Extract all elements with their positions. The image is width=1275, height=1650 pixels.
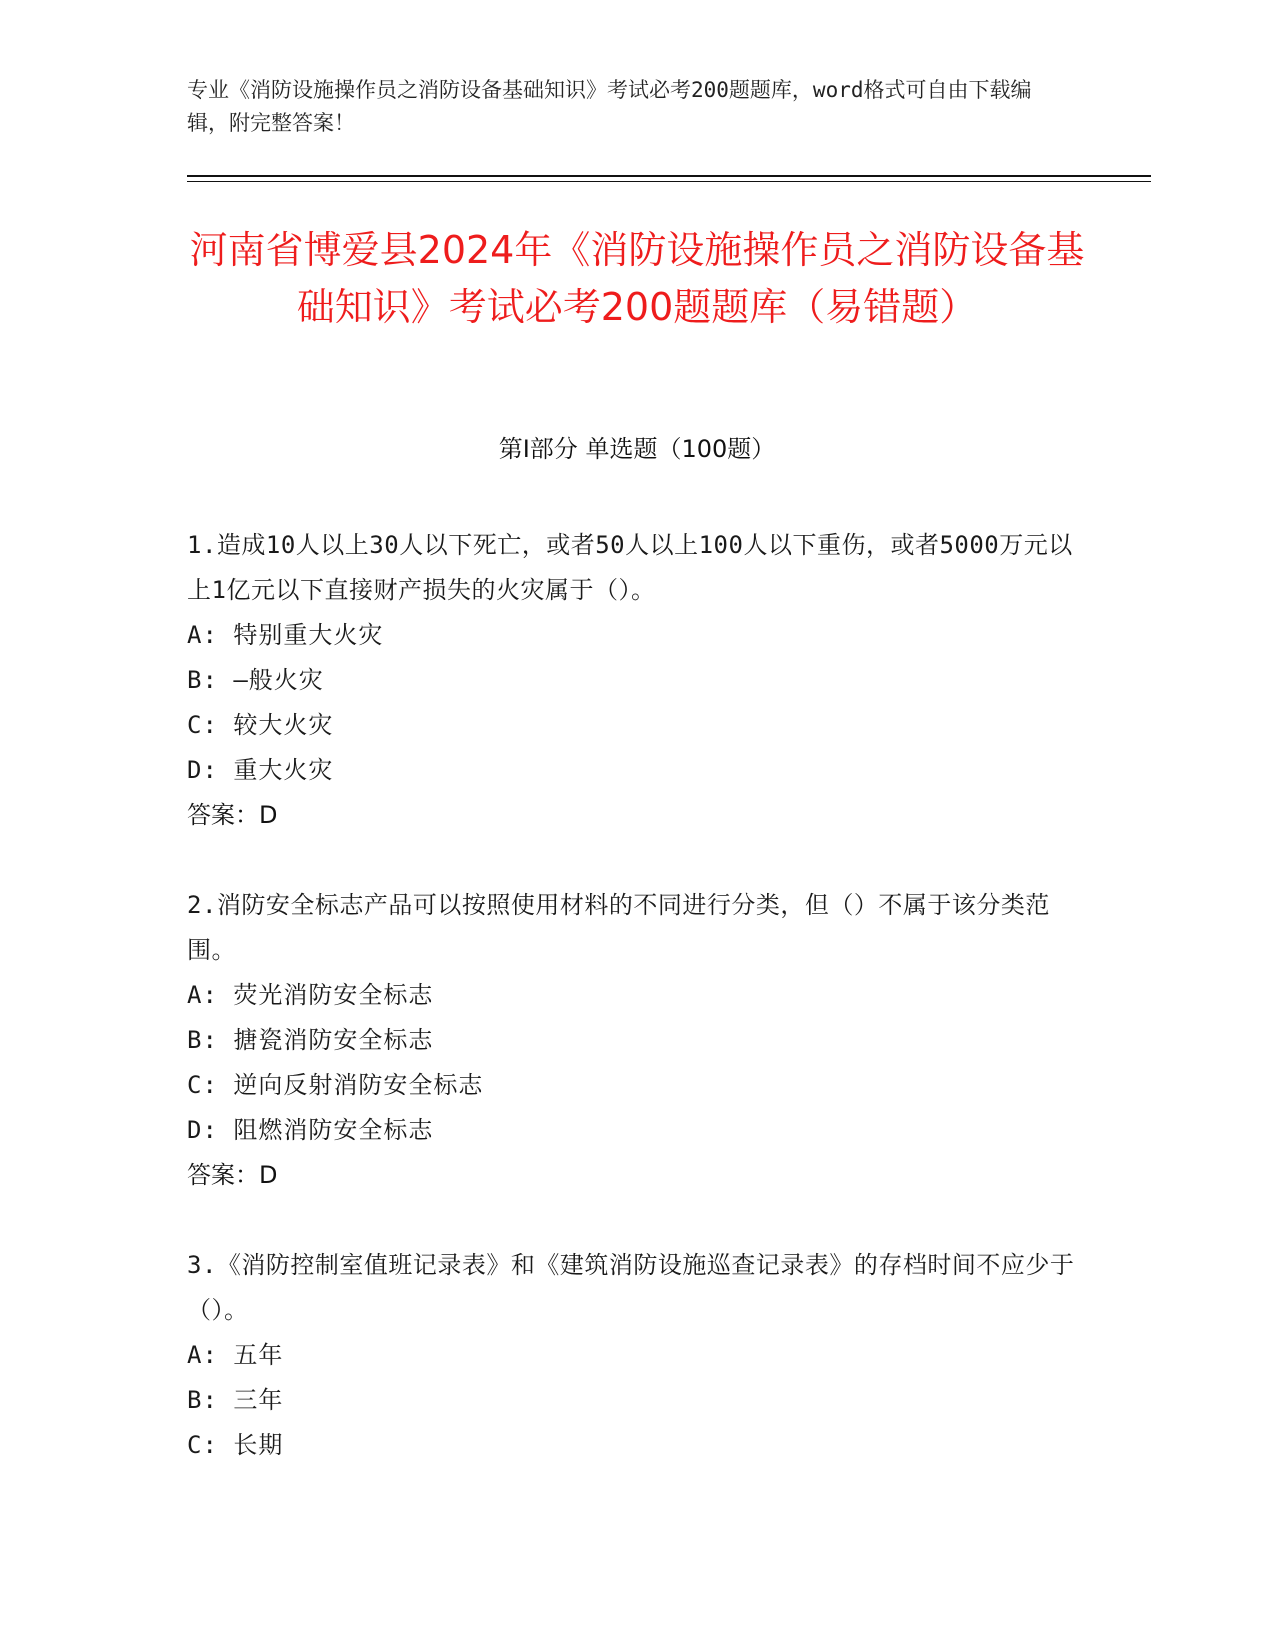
option-a: A: 特别重大火灾 <box>187 621 384 649</box>
option-c: C: 逆向反射消防安全标志 <box>187 1071 484 1099</box>
option-d: D: 重大火灾 <box>187 756 334 784</box>
question-stem: 2.消防安全标志产品可以按照使用材料的不同进行分类，但（）不属于该分类范围。 <box>187 891 1050 964</box>
option-d: D: 阻燃消防安全标志 <box>187 1116 434 1144</box>
header-note: 专业《消防设施操作员之消防设备基础知识》考试必考200题题库，word格式可自由下载编辑，附完整答案！ <box>187 78 1032 135</box>
question-stem: 1.造成10人以上30人以下死亡，或者50人以上100人以下重伤，或者5000万元以上1亿元以下直接财产损失的火灾属于（）。 <box>187 531 1073 604</box>
option-c: C: 较大火灾 <box>187 711 334 739</box>
section-heading: 第I部分 单选题（100题） <box>498 435 776 463</box>
question-1 <box>187 523 1077 838</box>
question-list <box>187 523 1077 1513</box>
answer-line: 答案：D <box>187 801 278 829</box>
answer-line: 答案：D <box>187 1161 278 1189</box>
option-b: B: 搪瓷消防安全标志 <box>187 1026 434 1054</box>
option-a: A: 荧光消防安全标志 <box>187 981 434 1009</box>
option-b: B: 三年 <box>187 1386 284 1414</box>
question-2 <box>187 883 1077 1198</box>
question-3 <box>187 1243 1077 1468</box>
option-b: B: —般火灾 <box>187 666 324 694</box>
header-divider-thick <box>187 175 1151 177</box>
option-c: C: 长期 <box>187 1431 284 1459</box>
header-divider-thin <box>187 181 1151 182</box>
document-title: 河南省博爱县2024年《消防设施操作员之消防设备基础知识》考试必考200题题库（易错题） <box>189 228 1085 329</box>
option-a: A: 五年 <box>187 1341 284 1369</box>
question-stem: 3.《消防控制室值班记录表》和《建筑消防设施巡查记录表》的存档时间不应少于（）。 <box>187 1251 1075 1324</box>
